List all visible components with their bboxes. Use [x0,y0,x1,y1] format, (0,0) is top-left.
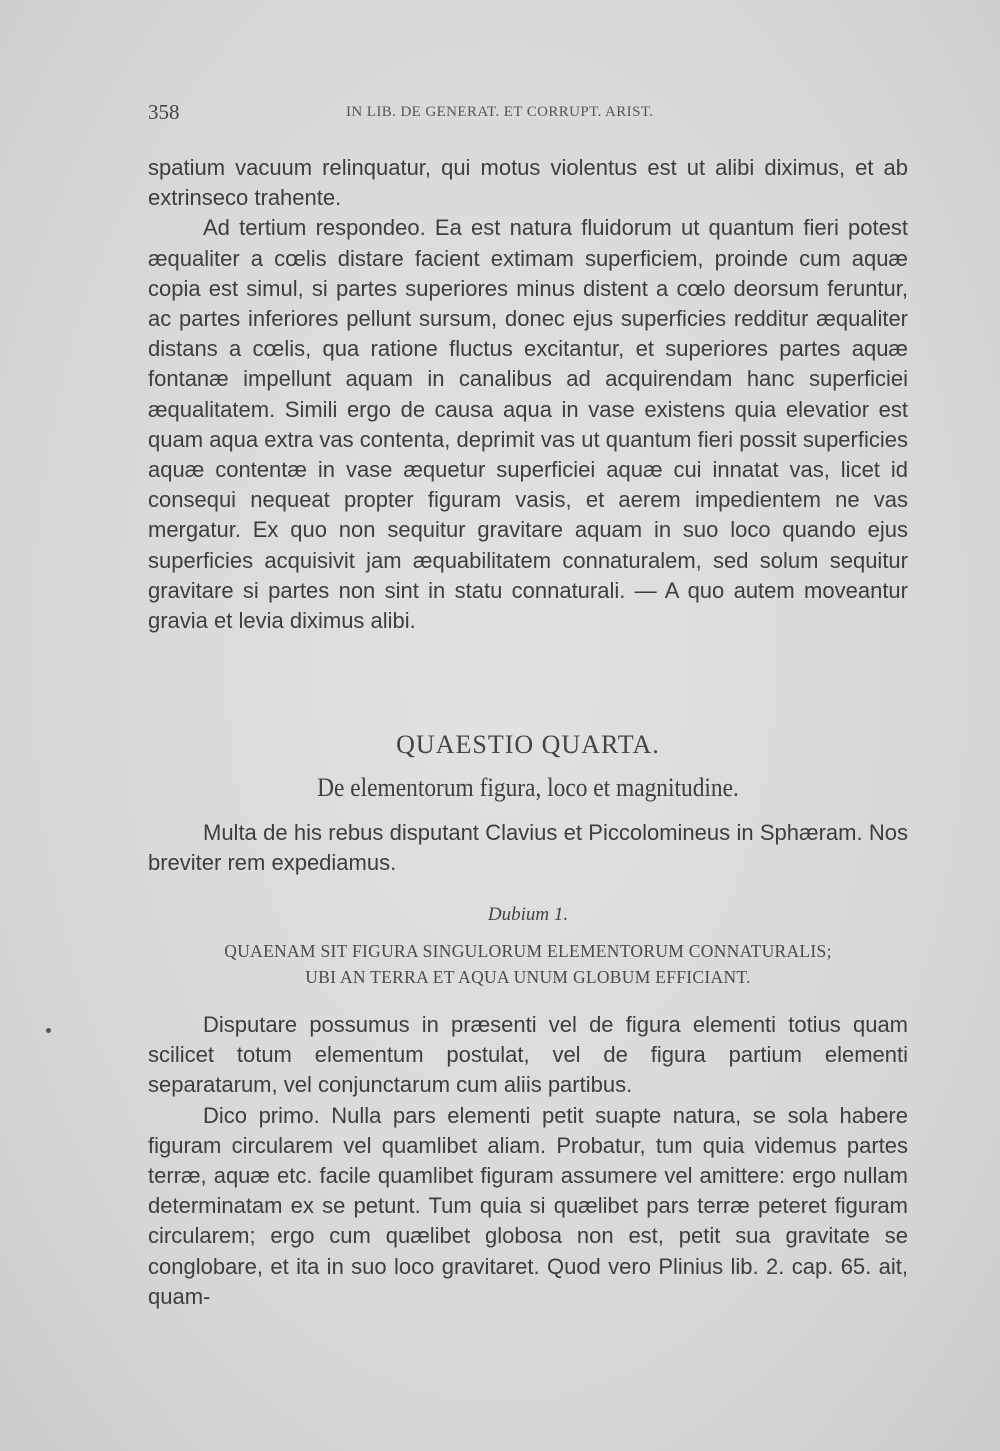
dubium-heading-line2: UBI AN TERRA ET AQUA UNUM GLOBUM EFFICIANT. [305,967,751,987]
paragraph-continuation: spatium vacuum relinquatur, qui motus violentus est ut alibi diximus, et ab extrinseco trahente. [148,155,908,211]
page-header [148,100,908,130]
ink-speck [46,1028,51,1033]
dubium-heading-line1: QUAENAM SIT FIGURA SINGULORUM ELEMENTORUM CONNATURALIS; [224,941,832,961]
page-number: 358 [148,100,180,124]
paragraph-ad-tertium: Ad tertium respondeo. Ea est natura fluidorum ut quantum fieri potest æqualiter a cœlis distare facient extimam superficiem, proinde cum aquæ copia est simul, si partes superiores minus distent a cœlo deorsum feruntur, ac partes inferiores pellunt sursum, donec ejus superficies redditur æqualiter distans a cœlis, qua ratione fluctus excitantur, et superiores partes aquæ fontanæ impellunt aquam in canalibus ad acquirendam hanc superficiei æqualitatem. Simili ergo de causa aqua in vase existens quia elevatior est quam aqua extra vas contenta, deprimit vas ut quantum fieri possit superficies aquæ contentæ in vase æquetur superficiei aquæ cui innatat vas, licet id consequi nequeat propter figuram vasis, et aerem impedientem ne vas mergatur. Ex quo non sequitur gravitare aquam in suo loco quando ejus superficies acquisivit jam æquabilitatem connaturalem, sed solum sequitur gravitare si partes non sint in statu connaturali. — A quo autem moveantur gravia et levia diximus alibi. [148,215,908,634]
running-head: IN LIB. DE GENERAT. ET CORRUPT. ARIST. [346,104,654,120]
quaestio-title: QUAESTIO QUARTA. [396,730,660,759]
text-block-bottom [148,1010,908,1312]
paragraph-disputare: Disputare possumus in præsenti vel de figura elementi totius quam scilicet totum elementum postulat, vel de figura partium elementi separatarum, vel conjunctarum cum aliis partibus. [148,1012,908,1098]
quaestio-subtitle: De elementorum figura, loco et magnitudine. [317,773,739,802]
dubium-heading [148,938,908,990]
text-block-top [148,153,908,636]
paragraph-dico-primo: Dico primo. Nulla pars elementi petit suapte natura, se sola habere figuram circularem vel quamlibet aliam. Probatur, tum quia videmus partes terræ, aquæ etc. facile quamlibet figuram assumere vel amittere: ergo nullam determinatam ex se petunt. Tum quia si quælibet pars terræ peteret figuram circularem; ergo cum quælibet globosa non est, petit sua gravitate se conglobare, et ita in suo loco gravitaret. Quod vero Plinius lib. 2. cap. 65. ait, quam- [148,1102,908,1309]
dubium-label: Dubium 1. [487,904,569,925]
text-block-intro [148,818,908,878]
paragraph-intro: Multa de his rebus disputant Clavius et Piccolomineus in Sphæram. Nos breviter rem expediamus. [148,820,908,876]
